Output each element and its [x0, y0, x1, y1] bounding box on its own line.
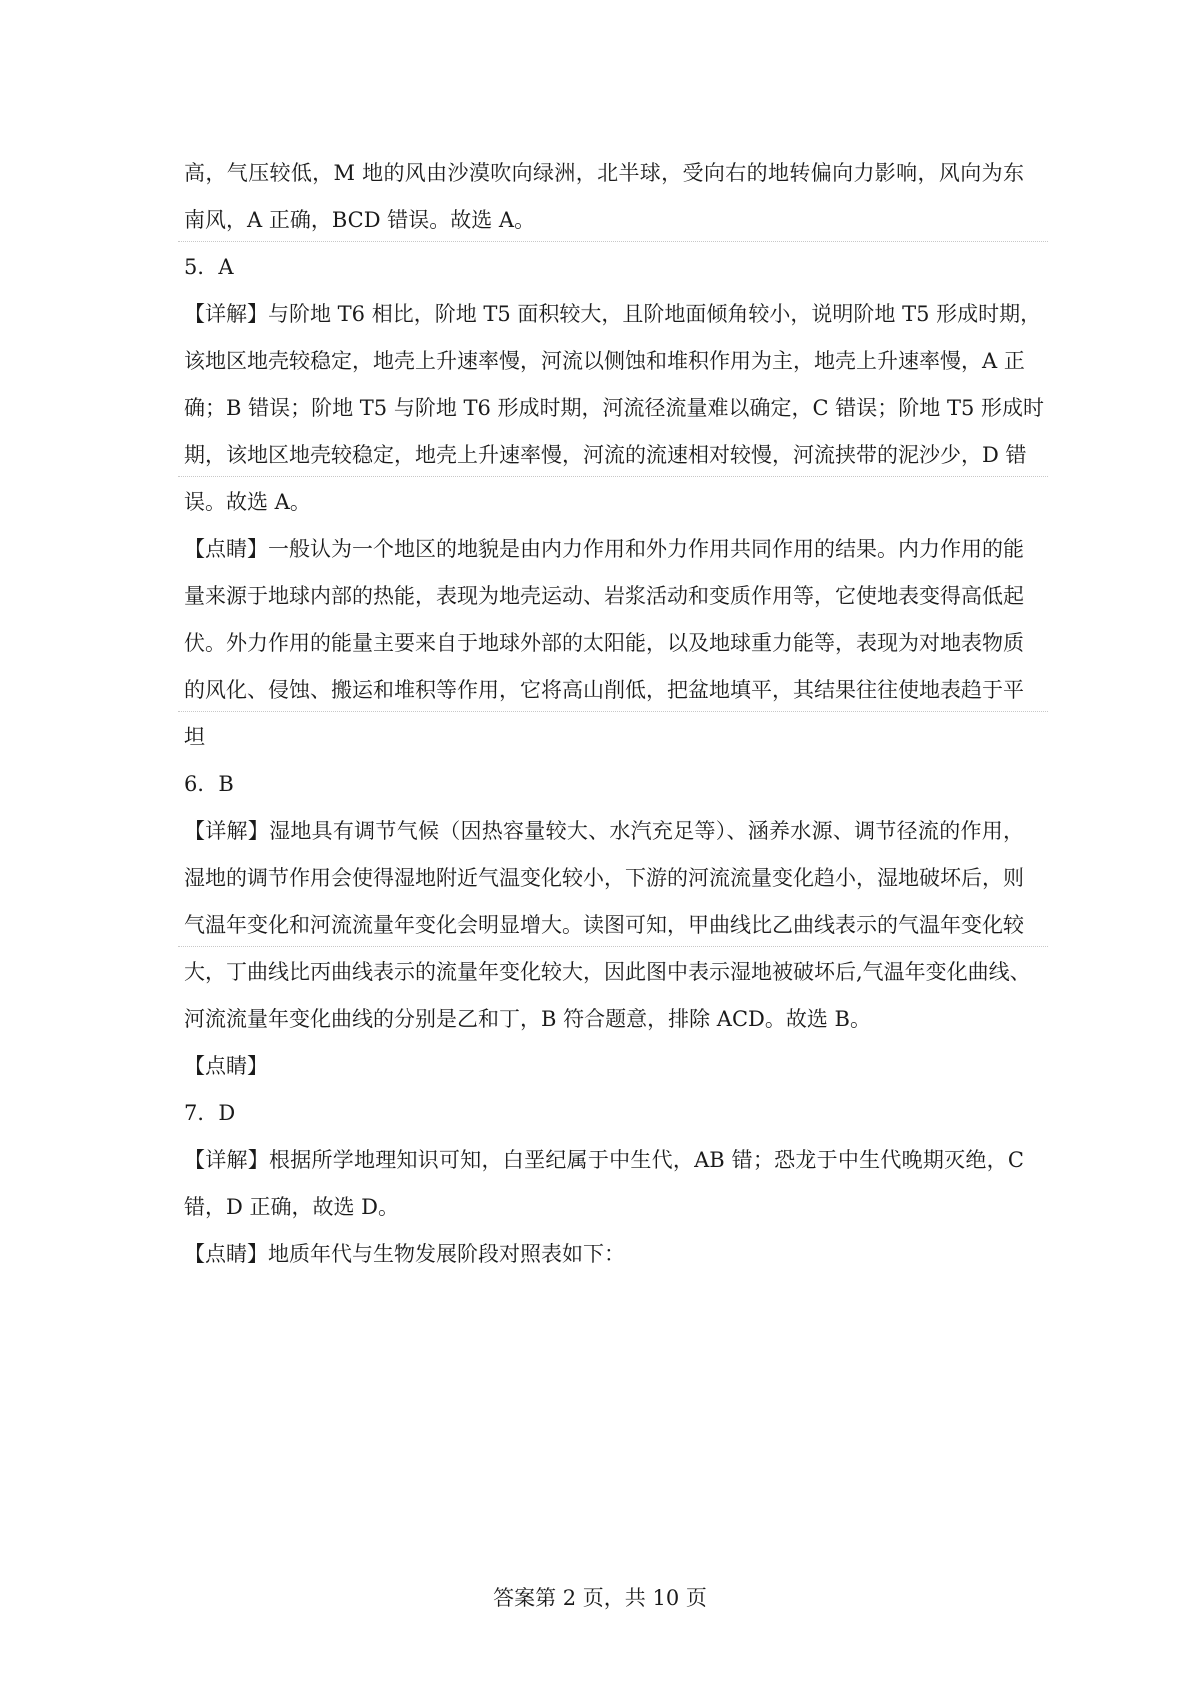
text-line: 【详解】根据所学地理知识可知，白垩纪属于中生代，AB 错；恐龙于中生代晚期灭绝，C	[184, 1148, 1024, 1172]
text-line: 错，D 正确，故选 D。	[184, 1195, 400, 1219]
text-line: 河流流量年变化曲线的分别是乙和丁，B 符合题意，排除 ACD。故选 B。	[184, 1007, 871, 1031]
page-footer: 答案第 2 页，共 10 页	[493, 1586, 707, 1610]
text-line: 该地区地壳较稳定，地壳上升速率慢，河流以侧蚀和堆积作用为主，地壳上升速率慢，A 正	[184, 349, 1025, 373]
question-number: 7．D	[184, 1101, 236, 1125]
text-line: 南风，A 正确，BCD 错误。故选 A。	[184, 197, 1024, 244]
question-number: 6．B	[184, 772, 234, 796]
text-line: 量来源于地球内部的热能，表现为地壳运动、岩浆活动和变质作用等，它使地表变得高低起	[184, 584, 1024, 608]
text-line: 【点睛】	[184, 1054, 268, 1078]
text-line: 期，该地区地壳较稳定，地壳上升速率慢，河流的流速相对较慢，河流挟带的泥沙少，D 错	[184, 432, 1024, 479]
answer-content	[184, 150, 1045, 1278]
text-line: 坦	[184, 725, 205, 749]
text-line: 【点睛】地质年代与生物发展阶段对照表如下：	[184, 1242, 625, 1266]
text-line: 大，丁曲线比丙曲线表示的流量年变化较大，因此图中表示湿地被破坏后,气温年变化曲线、	[184, 960, 1031, 984]
text-line: 确；B 错误；阶地 T5 与阶地 T6 形成时期，河流径流量难以确定，C 错误；阶地 T5 形成时	[184, 396, 1045, 420]
text-line: 【点睛】一般认为一个地区的地貌是由内力作用和外力作用共同作用的结果。内力作用的能	[184, 537, 1024, 561]
text-line: 高，气压较低，M 地的风由沙漠吹向绿洲，北半球，受向右的地转偏向力影响，风向为东	[184, 161, 1024, 185]
question-number: 5．A	[184, 255, 234, 279]
text-line: 湿地的调节作用会使得湿地附近气温变化较小，下游的河流流量变化趋小，湿地破坏后，则	[184, 866, 1024, 890]
text-line: 气温年变化和河流流量年变化会明显增大。读图可知，甲曲线比乙曲线表示的气温年变化较	[184, 902, 1024, 949]
text-line: 伏。外力作用的能量主要来自于地球外部的太阳能，以及地球重力能等，表现为对地表物质	[184, 631, 1024, 655]
text-line: 【详解】湿地具有调节气候（因热容量较大、水汽充足等）、涵养水源、调节径流的作用，	[184, 819, 1024, 843]
text-line: 误。故选 A。	[184, 490, 311, 514]
text-line: 【详解】与阶地 T6 相比，阶地 T5 面积较大，且阶地面倾角较小，说明阶地 T5 形成时期，	[184, 302, 1042, 326]
text-line: 的风化、侵蚀、搬运和堆积等作用，它将高山削低，把盆地填平，其结果往往使地表趋于平	[184, 667, 1024, 714]
